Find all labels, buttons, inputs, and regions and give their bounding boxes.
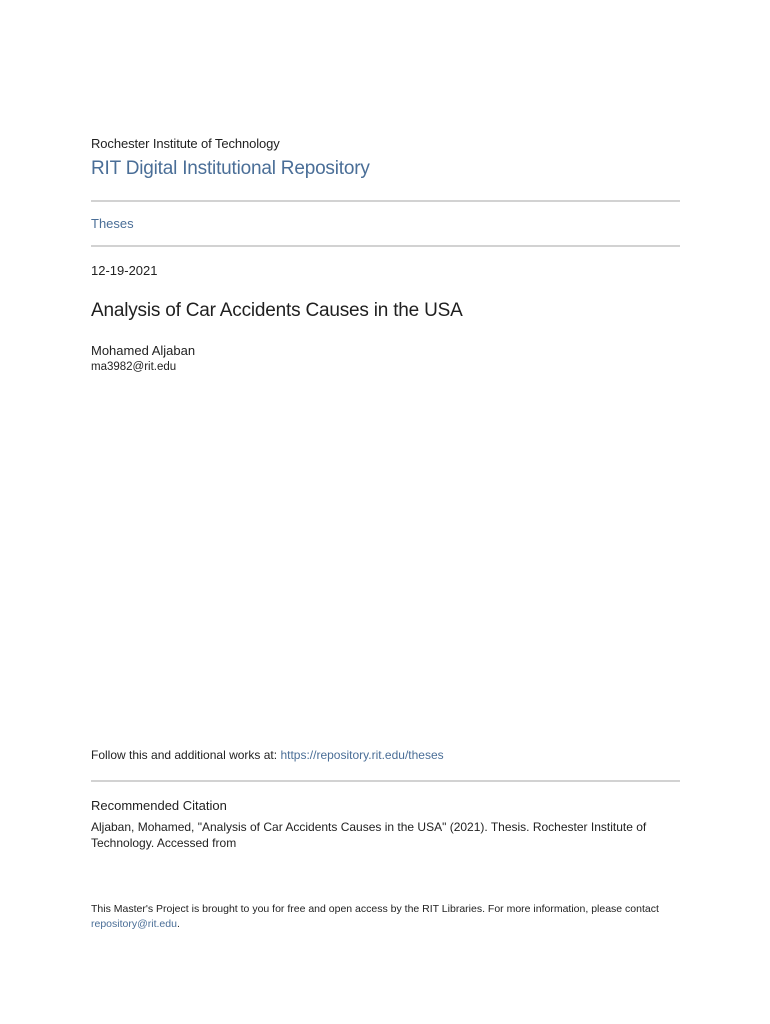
- footer-text: This Master's Project is brought to you for free and open access by the RIT Libraries. For more information, please contact: [91, 903, 659, 915]
- divider: [91, 200, 680, 202]
- footer-suffix: .: [176, 918, 180, 930]
- follow-prefix: Follow this and additional works at:: [91, 748, 281, 762]
- citation-text: Aljaban, Mohamed, "Analysis of Car Accidents Causes in the USA" (2021). Thesis. Rochester Institute of Technology. Accessed from: [91, 820, 647, 850]
- repository-link[interactable]: RIT Digital Institutional Repository: [91, 158, 370, 179]
- author-name: Mohamed Aljaban: [91, 343, 196, 358]
- institution-name: Rochester Institute of Technology: [91, 136, 280, 151]
- citation-heading: Recommended Citation: [91, 798, 227, 813]
- thesis-date: 12-19-2021: [91, 263, 158, 278]
- collection-link[interactable]: Theses: [91, 216, 134, 231]
- follow-link[interactable]: https://repository.rit.edu/theses: [280, 748, 444, 762]
- follow-line: [91, 748, 444, 762]
- contact-email-link[interactable]: repository@rit.edu: [91, 918, 177, 930]
- thesis-title: Analysis of Car Accidents Causes in the USA: [91, 300, 463, 321]
- footer-note: [91, 902, 691, 932]
- divider: [91, 245, 680, 247]
- divider: [91, 780, 680, 782]
- author-email: ma3982@rit.edu: [91, 361, 177, 373]
